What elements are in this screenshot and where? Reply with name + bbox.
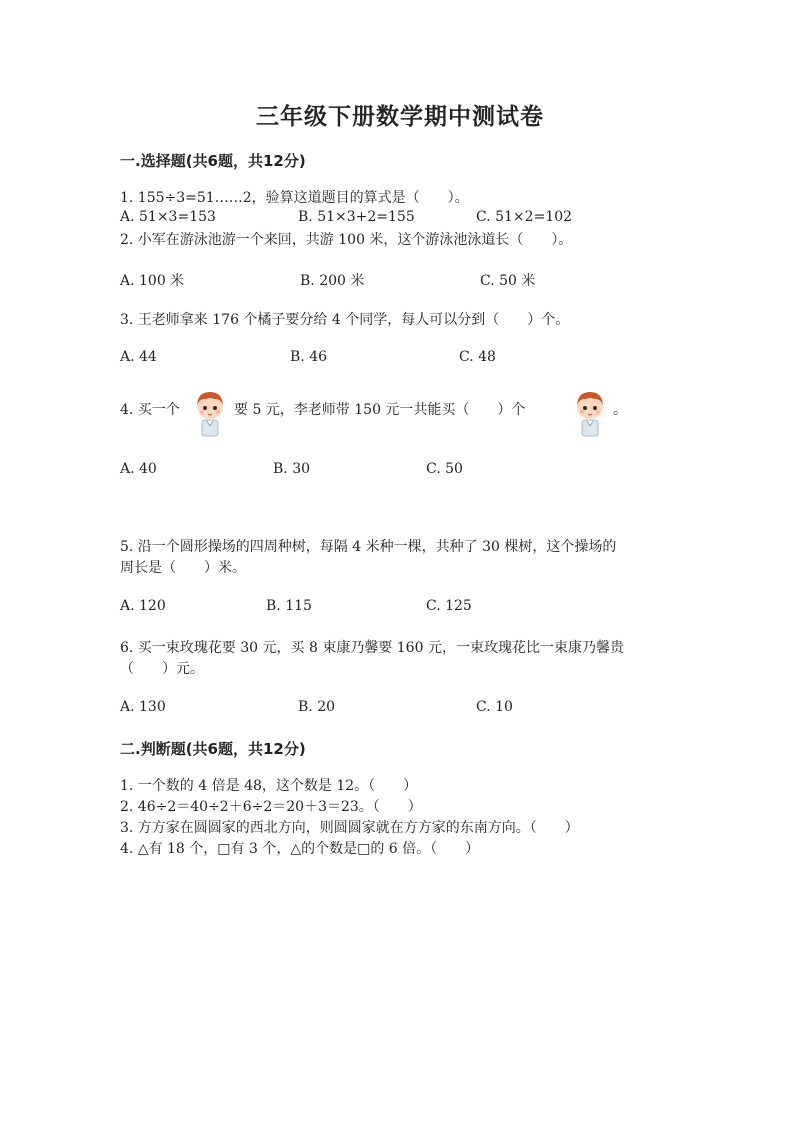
q2-option-c: C. 50 米 bbox=[480, 273, 536, 289]
q6-option-a: A. 130 bbox=[120, 699, 166, 715]
judgment-question-1: 1. 一个数的 4 倍是 48，这个数是 12。（ ） bbox=[120, 778, 418, 794]
question-5-line-1: 5. 沿一个圆形操场的四周种树，每隔 4 米种一棵，共种了 30 棵树，这个操场的 bbox=[120, 539, 617, 555]
q4-option-b: B. 30 bbox=[273, 461, 311, 477]
section-heading-choice: 一.选择题(共6题，共12分) bbox=[120, 152, 306, 170]
page-title: 三年级下册数学期中测试卷 bbox=[256, 104, 544, 130]
boy-avatar-icon bbox=[570, 388, 610, 438]
judgment-question-4: 4. △有 18 个，□有 3 个，△的个数是□的 6 倍。（ ） bbox=[120, 841, 480, 857]
question-2: 2. 小军在游泳池游一个来回，共游 100 米，这个游泳池泳道长（ ）。 bbox=[120, 232, 573, 248]
section-heading-judgment: 二.判断题(共6题，共12分) bbox=[120, 740, 306, 758]
question-4-part-a: 4. 买一个 bbox=[120, 402, 180, 418]
question-4-part-b: 要 5 元，李老师带 150 元一共能买（ ）个 bbox=[234, 402, 526, 418]
q3-option-a: A. 44 bbox=[120, 349, 157, 365]
q4-option-c: C. 50 bbox=[426, 461, 463, 477]
question-4-part-c: 。 bbox=[613, 402, 627, 418]
boy-avatar-icon bbox=[190, 388, 230, 438]
question-3: 3. 王老师拿来 176 个橘子要分给 4 个同学，每人可以分到（ ）个。 bbox=[120, 312, 570, 328]
question-5-line-2: 周长是（ ）米。 bbox=[120, 560, 246, 576]
q3-option-b: B. 46 bbox=[290, 349, 328, 365]
judgment-question-2: 2. 46÷2＝40÷2＋6÷2＝20＋3＝23。（ ） bbox=[120, 799, 422, 815]
q4-option-a: A. 40 bbox=[120, 461, 157, 477]
q3-option-c: C. 48 bbox=[459, 349, 496, 365]
q6-option-c: C. 10 bbox=[476, 699, 513, 715]
question-1: 1. 155÷3=51……2，验算这道题目的算式是（ ）。 bbox=[120, 190, 469, 206]
q6-option-b: B. 20 bbox=[298, 699, 336, 715]
question-6-line-2: （ ）元。 bbox=[120, 661, 204, 677]
q1-option-a: A. 51×3=153 bbox=[120, 209, 216, 225]
q1-option-b: B. 51×3+2=155 bbox=[298, 209, 415, 225]
q2-option-a: A. 100 米 bbox=[120, 273, 185, 289]
q1-option-c: C. 51×2=102 bbox=[476, 209, 573, 225]
q2-option-b: B. 200 米 bbox=[300, 273, 365, 289]
q5-option-b: B. 115 bbox=[266, 598, 312, 614]
q5-option-c: C. 125 bbox=[426, 598, 472, 614]
q5-option-a: A. 120 bbox=[120, 598, 166, 614]
question-6-line-1: 6. 买一束玫瑰花要 30 元，买 8 束康乃馨要 160 元，一束玫瑰花比一束康乃馨贵 bbox=[120, 640, 624, 656]
judgment-question-3: 3. 方方家在圆圆家的西北方向，则圆圆家就在方方家的东南方向。（ ） bbox=[120, 820, 579, 836]
